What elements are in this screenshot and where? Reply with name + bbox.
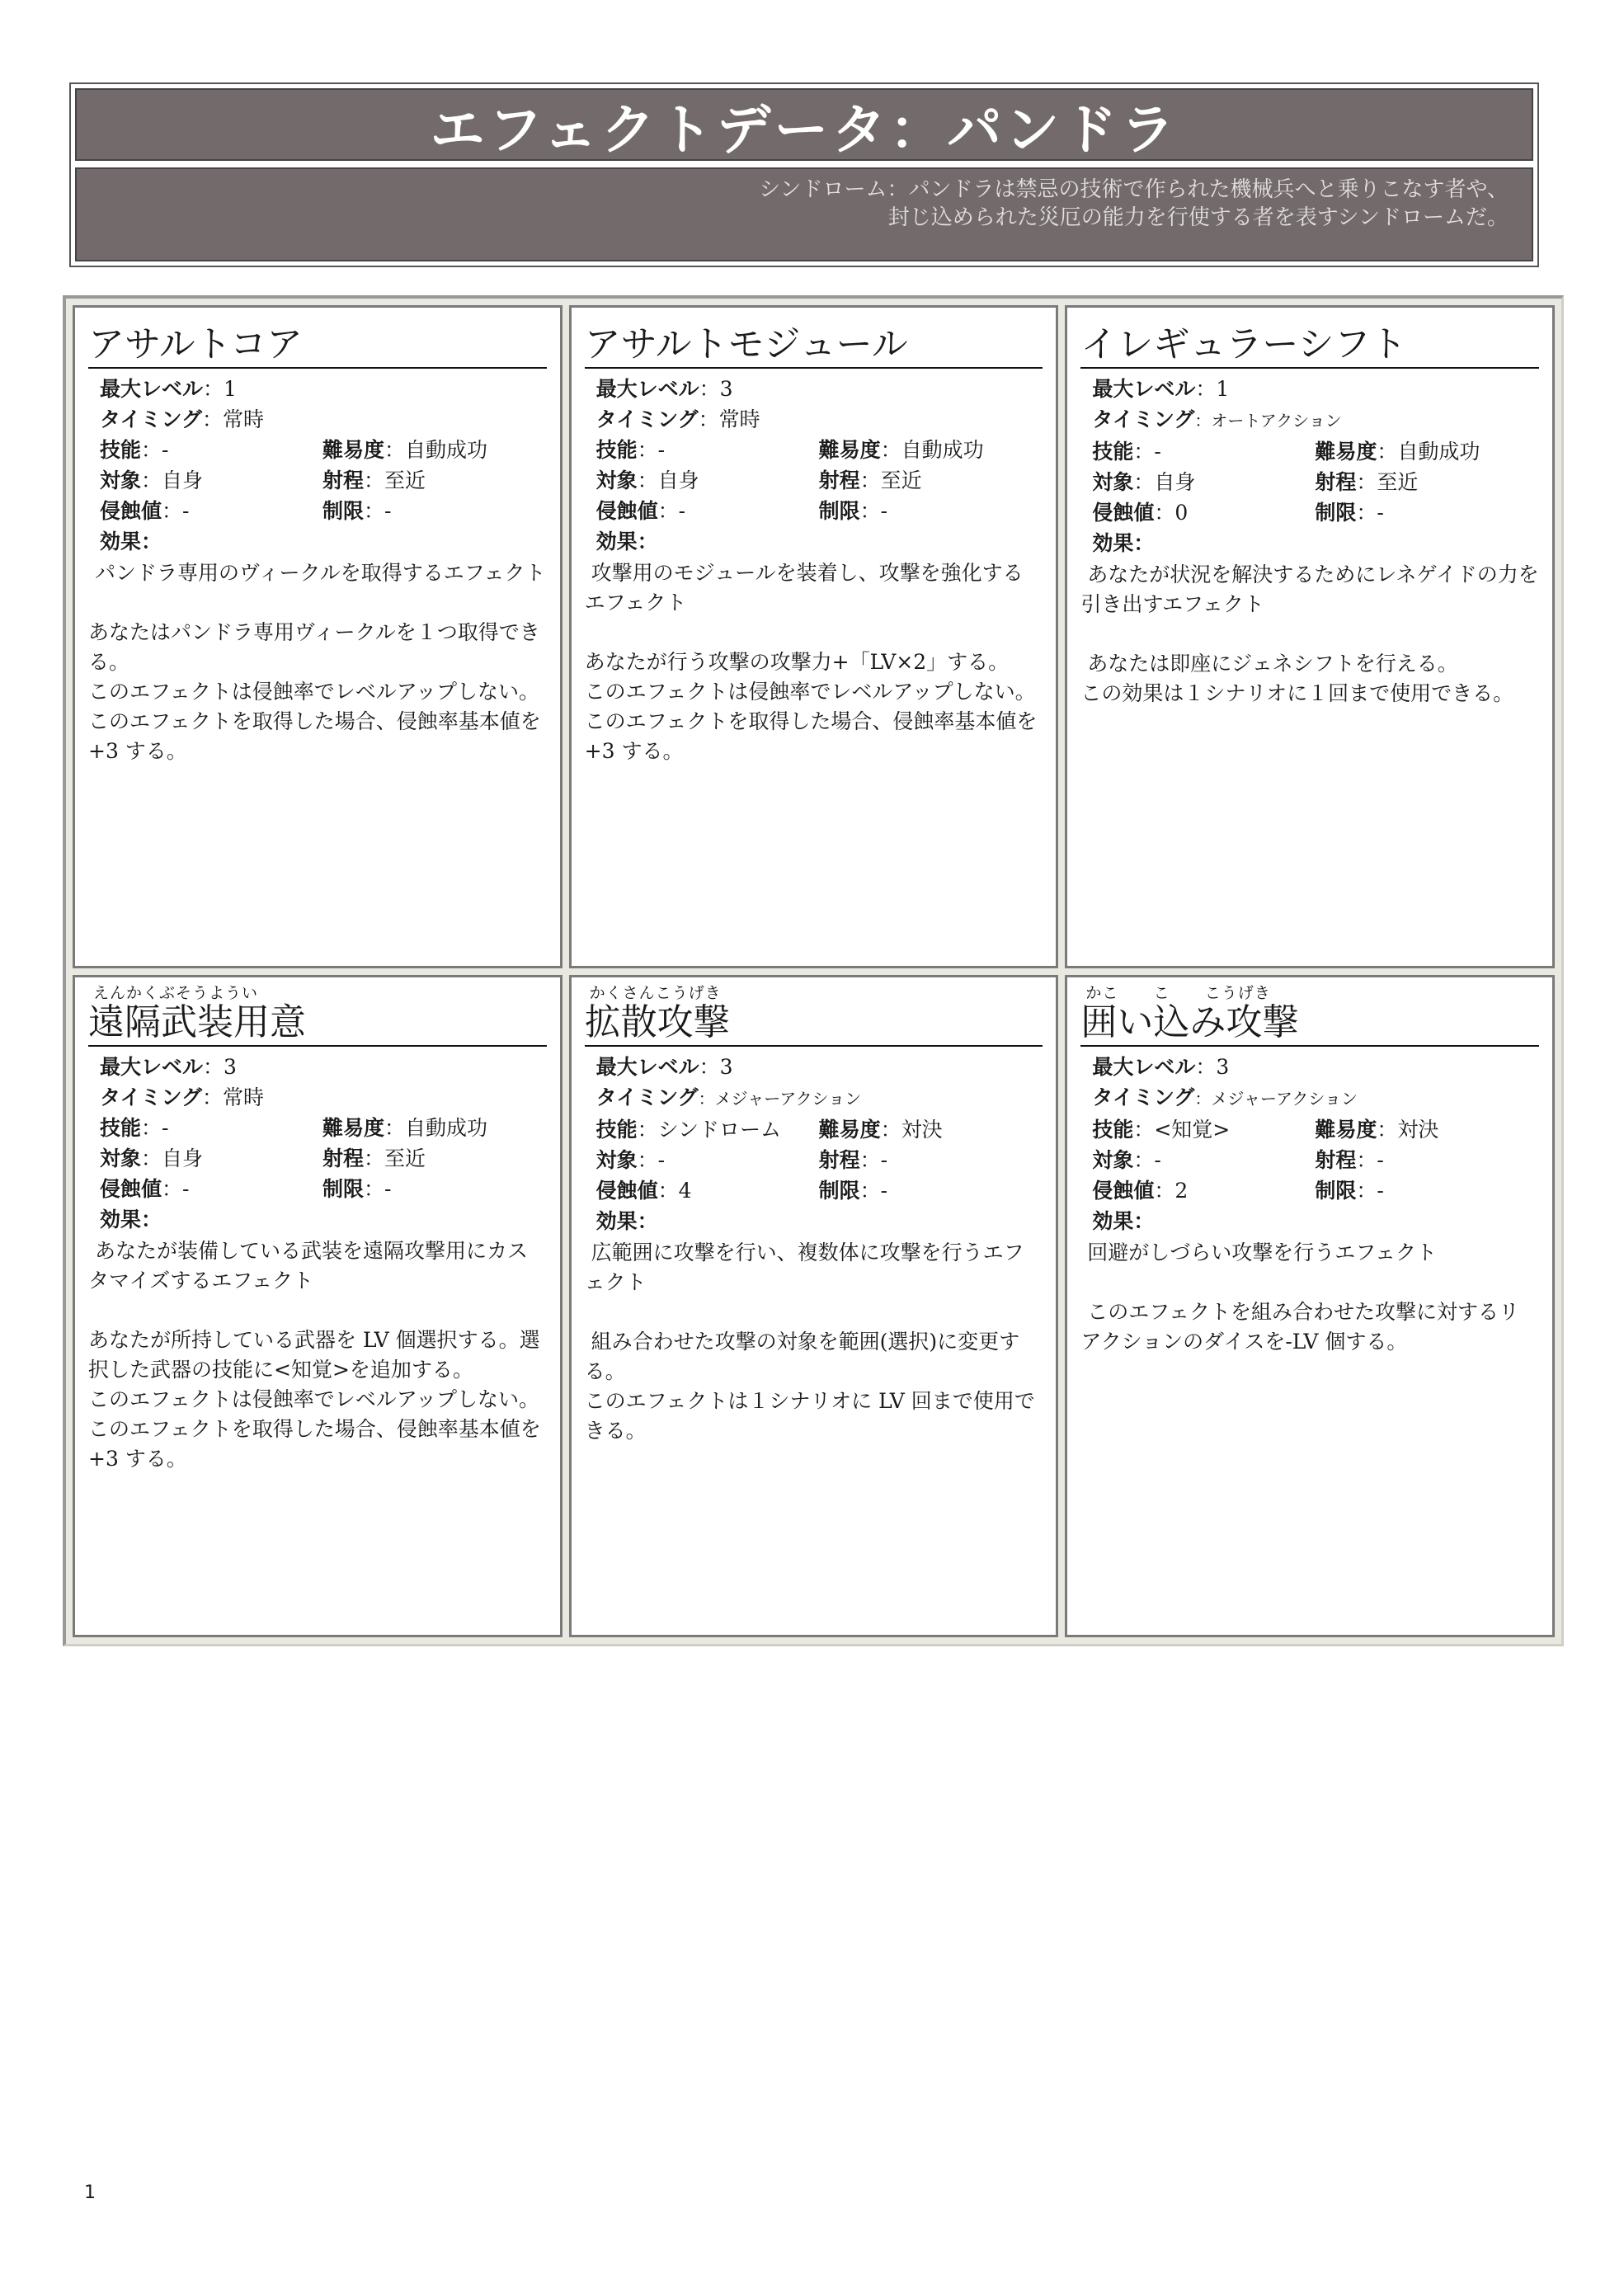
effect-description: 広範囲に攻撃を行い、複数体に攻撃を行うエフェクト 組み合わせた攻撃の対象を範囲(選択)に変更する。 このエフェクトは１シナリオに LV 回まで使用できる。 xyxy=(584,1240,1035,1443)
target-label: 対象 xyxy=(1092,470,1134,494)
target-label: 対象 xyxy=(100,1146,142,1170)
subtitle-line-1: シンドローム：パンドラは禁忌の技術で作られた機械兵へと乗りこなす者や、 xyxy=(759,177,1509,202)
range-label: 射程 xyxy=(818,1147,860,1172)
erosion-value: ：2 xyxy=(1154,1178,1189,1203)
effect-card-grid xyxy=(63,295,1564,1646)
skill-value: ：‐ xyxy=(141,1115,169,1140)
effect-name: アサルトコア xyxy=(88,323,547,369)
page-number: 1 xyxy=(84,2182,96,2203)
header-frame xyxy=(69,82,1539,267)
difficulty-value: ：自動成功 xyxy=(1377,440,1480,464)
limit-label: 制限 xyxy=(1315,501,1357,525)
erosion-value: ：‐ xyxy=(657,499,686,523)
target-value: ：‐ xyxy=(637,1147,666,1172)
limit-label: 制限 xyxy=(322,499,365,523)
limit-value: ：‐ xyxy=(364,1176,392,1201)
skill-label: 技能 xyxy=(595,1117,638,1142)
max-level-value: ：3 xyxy=(699,377,733,401)
difficulty-label: 難易度 xyxy=(1315,440,1377,464)
target-label: 対象 xyxy=(1092,1147,1134,1172)
target-value: ：‐ xyxy=(1133,1147,1161,1172)
erosion-value: ：‐ xyxy=(162,499,190,523)
erosion-label: 侵蝕値 xyxy=(1092,1178,1155,1203)
timing-label: タイミング xyxy=(100,407,203,431)
limit-value: ：‐ xyxy=(1356,1178,1384,1203)
effect-card xyxy=(569,975,1059,1638)
effect-name: アサルトモジュール xyxy=(585,323,1043,369)
limit-label: 制限 xyxy=(818,499,860,523)
max-level-label: 最大レベル xyxy=(595,377,699,401)
timing-value: ：メジャーアクション xyxy=(1194,1088,1358,1109)
limit-value: ：‐ xyxy=(859,499,888,523)
erosion-label: 侵蝕値 xyxy=(595,499,658,523)
difficulty-label: 難易度 xyxy=(322,1115,385,1140)
range-label: 射程 xyxy=(1315,470,1357,494)
skill-value: ：‐ xyxy=(637,438,666,462)
max-level-label: 最大レベル xyxy=(1092,377,1196,401)
effect-card xyxy=(1065,975,1555,1638)
effect-name-ruby: かくさんこうげき xyxy=(589,983,722,1002)
limit-label: 制限 xyxy=(322,1176,365,1201)
difficulty-label: 難易度 xyxy=(322,438,385,462)
effect-name-ruby: かこ こ こうげき xyxy=(1085,983,1271,1002)
difficulty-value: ：対決 xyxy=(880,1117,943,1142)
range-value: ：‐ xyxy=(1356,1147,1384,1172)
range-value: ：‐ xyxy=(859,1147,888,1172)
max-level-label: 最大レベル xyxy=(100,1054,204,1079)
skill-value: ：<知覚> xyxy=(1133,1117,1231,1142)
erosion-value: ：‐ xyxy=(162,1176,190,1201)
timing-value: ：常時 xyxy=(698,407,760,431)
max-level-value: ：3 xyxy=(203,1054,237,1079)
title-band xyxy=(75,88,1533,161)
range-label: 射程 xyxy=(1315,1147,1357,1172)
limit-value: ：‐ xyxy=(859,1178,888,1203)
max-level-value: ：3 xyxy=(699,1054,733,1079)
skill-value: ：‐ xyxy=(141,438,169,462)
subtitle-line-2: 封じ込められた災厄の能力を行使する者を表すシンドロームだ。 xyxy=(887,205,1509,230)
max-level-value: ：3 xyxy=(1195,1054,1230,1079)
range-label: 射程 xyxy=(322,1146,365,1170)
skill-value: ：‐ xyxy=(1133,440,1161,464)
limit-value: ：‐ xyxy=(1356,501,1384,525)
target-label: 対象 xyxy=(595,1147,638,1172)
effect-label: 効果： xyxy=(595,530,658,553)
max-level-label: 最大レベル xyxy=(1092,1054,1196,1079)
max-level-value: ：1 xyxy=(1195,377,1230,401)
skill-label: 技能 xyxy=(1092,440,1134,464)
target-value: ：自身 xyxy=(141,1146,204,1170)
erosion-value: ：0 xyxy=(1154,501,1189,525)
erosion-value: ：4 xyxy=(657,1178,692,1203)
effect-description: パンドラ専用のヴィークルを取得するエフェクト あなたはパンドラ専用ヴィークルを１つ取得できる。 このエフェクトは侵蝕率でレベルアップしない。 このエフェクトを取得した場合、侵蝕率基本値を+3 する。 xyxy=(88,561,546,763)
timing-label: タイミング xyxy=(595,1085,699,1109)
effect-label: 効果： xyxy=(100,530,162,553)
timing-value: ：常時 xyxy=(202,407,265,431)
limit-value: ：‐ xyxy=(364,499,392,523)
target-label: 対象 xyxy=(595,468,638,492)
effect-name: イレギュラーシフト xyxy=(1080,323,1539,369)
range-value: ：至近 xyxy=(1356,470,1419,494)
limit-label: 制限 xyxy=(1315,1178,1357,1203)
target-value: ：自身 xyxy=(637,468,699,492)
effect-card xyxy=(73,975,563,1638)
difficulty-label: 難易度 xyxy=(818,1117,881,1142)
difficulty-label: 難易度 xyxy=(818,438,881,462)
effect-label: 効果： xyxy=(100,1207,162,1231)
target-value: ：自身 xyxy=(1133,470,1196,494)
effect-name: 拡散攻撃 xyxy=(585,1001,1043,1047)
effect-description: あなたが状況を解決するためにレネゲイドの力を引き出すエフェクト あなたは即座にジェネシフトを行える。 この効果は１シナリオに１回まで使用できる。 xyxy=(1080,563,1539,705)
difficulty-value: ：自動成功 xyxy=(384,438,488,462)
timing-value: ：メジャーアクション xyxy=(698,1088,862,1109)
range-value: ：至近 xyxy=(364,468,426,492)
timing-label: タイミング xyxy=(1092,407,1195,431)
skill-label: 技能 xyxy=(595,438,638,462)
effect-card xyxy=(1065,305,1555,968)
effect-description: 回避がしづらい攻撃を行うエフェクト このエフェクトを組み合わせた攻撃に対するリアクションのダイスを-LV 個する。 xyxy=(1080,1240,1520,1354)
effect-name: 囲い込み攻撃 xyxy=(1080,1001,1539,1047)
timing-label: タイミング xyxy=(595,407,699,431)
target-label: 対象 xyxy=(100,468,142,492)
effect-label: 効果： xyxy=(1092,1208,1155,1233)
effect-label: 効果： xyxy=(1092,531,1155,555)
range-value: ：至近 xyxy=(859,468,922,492)
skill-label: 技能 xyxy=(100,438,142,462)
limit-label: 制限 xyxy=(818,1178,860,1203)
timing-label: タイミング xyxy=(100,1085,203,1109)
max-level-label: 最大レベル xyxy=(100,377,204,401)
effect-name-ruby: えんかくぶそうようい xyxy=(93,983,259,1002)
difficulty-label: 難易度 xyxy=(1315,1117,1377,1142)
effect-card xyxy=(569,305,1059,968)
effect-description: あなたが装備している武装を遠隔攻撃用にカスタマイズするエフェクト あなたが所持している武器を LV 個選択する。選択した武器の技能に<知覚>を追加する。 このエフェクトは侵蝕率でレベルアップしない。 このエフェクトを取得した場合、侵蝕率基本値を+3 する。 xyxy=(88,1238,541,1471)
skill-label: 技能 xyxy=(100,1115,142,1140)
timing-value: ：常時 xyxy=(202,1085,265,1109)
effect-label: 効果： xyxy=(595,1208,658,1233)
difficulty-value: ：自動成功 xyxy=(880,438,984,462)
range-value: ：至近 xyxy=(364,1146,426,1170)
erosion-label: 侵蝕値 xyxy=(1092,501,1155,525)
max-level-label: 最大レベル xyxy=(595,1054,699,1079)
difficulty-value: ：自動成功 xyxy=(384,1115,488,1140)
target-value: ：自身 xyxy=(141,468,204,492)
timing-value: ：オートアクション xyxy=(1194,411,1342,431)
skill-value: ：シンドローム xyxy=(637,1117,782,1142)
difficulty-value: ：対決 xyxy=(1377,1117,1439,1142)
max-level-value: ：1 xyxy=(203,377,237,401)
range-label: 射程 xyxy=(818,468,860,492)
effect-card xyxy=(73,305,563,968)
page-title: エフェクトデータ：パンドラ xyxy=(430,97,1179,162)
effect-name: 遠隔武装用意 xyxy=(88,1001,547,1047)
erosion-label: 侵蝕値 xyxy=(100,499,162,523)
subtitle-band xyxy=(75,167,1533,261)
skill-label: 技能 xyxy=(1092,1117,1134,1142)
range-label: 射程 xyxy=(322,468,365,492)
erosion-label: 侵蝕値 xyxy=(100,1176,162,1201)
erosion-label: 侵蝕値 xyxy=(595,1178,658,1203)
effect-description: 攻撃用のモジュールを装着し、攻撃を強化するエフェクト あなたが行う攻撃の攻撃力+「LV×2」する。 このエフェクトは侵蝕率でレベルアップしない。 このエフェクトを取得した場合、侵蝕率基本値を+3 する。 xyxy=(584,561,1038,763)
timing-label: タイミング xyxy=(1092,1085,1195,1109)
